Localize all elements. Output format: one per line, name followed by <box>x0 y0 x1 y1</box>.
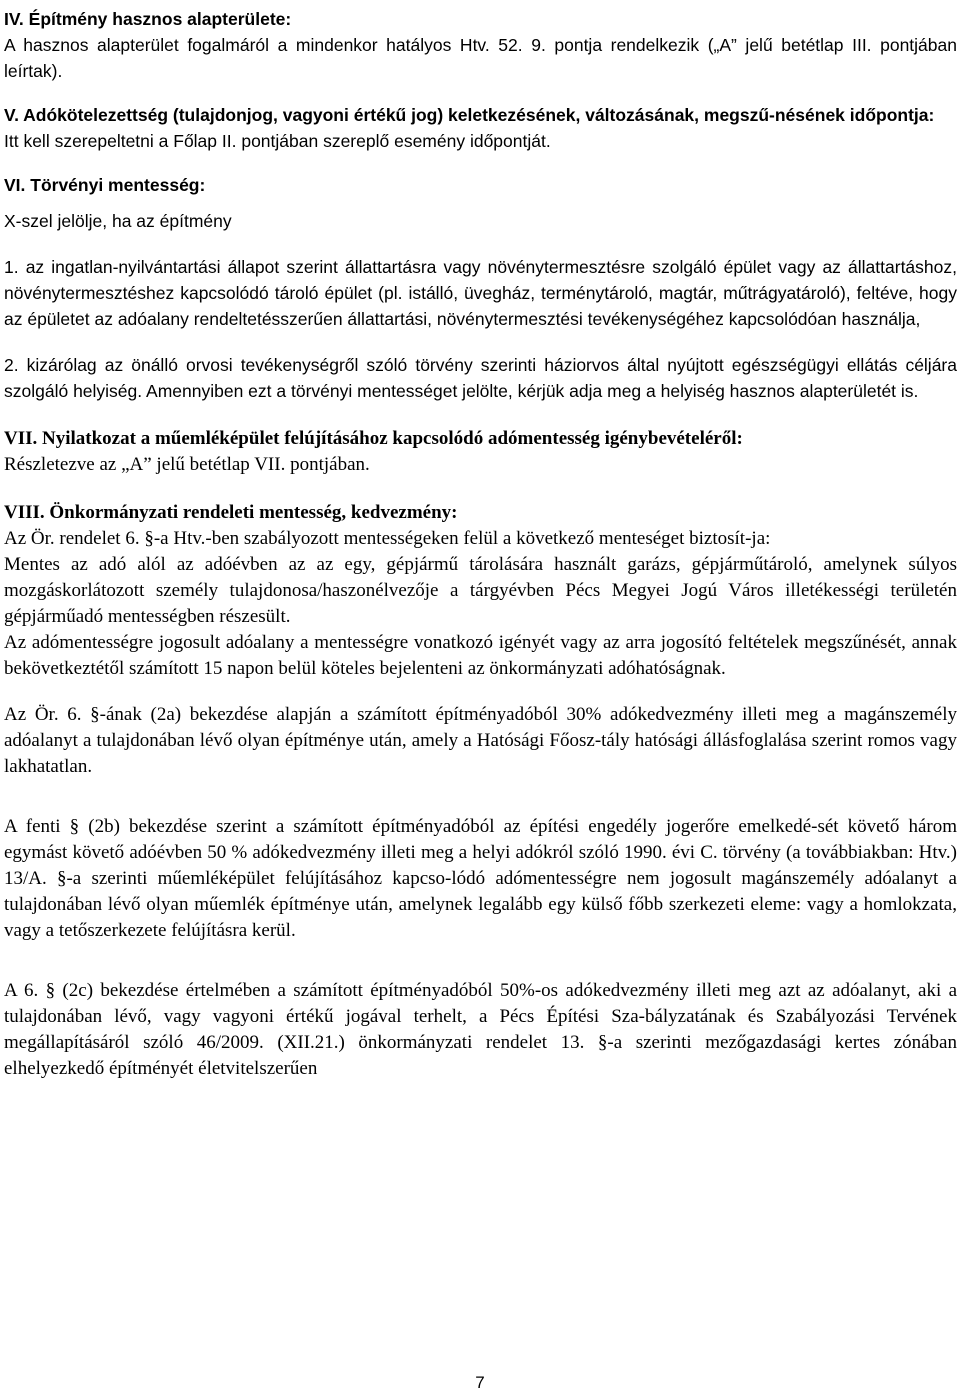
section-viii-paragraph-1: Az Ör. rendelet 6. §-a Htv.-ben szabályozott mentességeken felül a következő menteséget biztosít-ja: <box>4 528 771 549</box>
document-page <box>4 6 957 1082</box>
section-v-text: Itt kell szerepeltetni a Főlap II. pontjában szereplő esemény időpontját. <box>4 131 551 151</box>
section-vii <box>4 426 957 478</box>
section-vi-heading: VI. Törvényi mentesség: <box>4 175 206 195</box>
section-viii-paragraph-3: Az adómentességre jogosult adóalany a mentességre vonatkozó igényét vagy az arra jogosító feltételek megszűnését, annak bekövetkeztétől számított 15 napon belül köteles bejelenteni az önkormányzati adóhatóságnak. <box>4 632 957 679</box>
section-vi <box>4 172 957 404</box>
section-vi-intro: X-szel jelölje, ha az építmény <box>4 211 232 231</box>
section-vi-item-1: 1. az ingatlan-nyilvántartási állapot szerint állattartásra vagy növénytermesztésre szolgáló épület vagy az állattartáshoz, növénytermesztéshez kapcsolódó tároló épület (pl. istálló, üvegház, terménytároló, magtár, műtrágyatároló), feltéve, hogy az épületet az adóalany rendeltetésszerűen állattartási, növénytermesztési tevékenységéhez kapcsolódóan használja, <box>4 257 957 329</box>
section-v <box>4 102 957 154</box>
section-viii-paragraph-6: A 6. § (2c) bekezdése értelmében a számított építményadóból 50%-os adókedvezmény illeti meg azt az adóalanyt, aki a tulajdonában lévő, vagy vagyoni értékű jogával terhelt, a Pécs Építési Sza-bályzatának és Szabályozási Tervének megállapításáról szóló 46/2009. (XII.21.) önkormányzati rendelet 13. §-a szerinti mezőgazdasági kertes zónában elhelyezkedő építményét életvitelszerűen <box>4 980 957 1079</box>
page-number: 7 <box>475 1373 485 1392</box>
section-vi-item-2: 2. kizárólag az önálló orvosi tevékenységről szóló törvény szerinti háziorvos által nyújtott egészségügyi ellátás céljára szolgáló helyiség. Amennyiben ezt a törvényi mentességet jelölte, kérjük adja meg a helyiség hasznos alapterületét is. <box>4 355 957 401</box>
section-iv-text: A hasznos alapterület fogalmáról a mindenkor hatályos Htv. 52. 9. pontja rendelkezik („A” jelű betétlap III. pontjában leírtak). <box>4 35 957 81</box>
section-vii-heading: VII. Nyilatkozat a műemléképület felújításához kapcsolódó adómentesség igénybevételéről: <box>4 428 743 449</box>
section-iv <box>4 6 957 84</box>
section-v-heading: V. Adókötelezettség (tulajdonjog, vagyoni értékű jog) keletkezésének, változásának, megszű-nésének időpontja: <box>4 105 935 125</box>
section-viii-paragraph-4: Az Ör. 6. §-ának (2a) bekezdése alapján a számított építményadóból 30% adókedvezmény illeti meg a magánszemély adóalanyt a tulajdonában lévő olyan építménye után, amely a Hatósági Főosz-tály hatósági állásfoglalása szerint romos vagy lakhatatlan. <box>4 704 957 777</box>
section-iv-heading: IV. Építmény hasznos alapterülete: <box>4 9 292 29</box>
section-viii-paragraph-2: Mentes az adó alól az adóévben az az egy, gépjármű tárolására használt garázs, gépjárműtároló, amelynek súlyos mozgáskorlátozott személy tulajdonosa/haszonélvezője a tárgyévben Pécs Megyei Jogú Város illetékességi területén gépjárműadó mentességben részesült. <box>4 554 957 627</box>
section-vii-text: Részletezve az „A” jelű betétlap VII. pontjában. <box>4 454 370 475</box>
section-viii <box>4 500 957 1082</box>
section-viii-heading: VIII. Önkormányzati rendeleti mentesség, kedvezmény: <box>4 502 458 523</box>
section-viii-paragraph-5: A fenti § (2b) bekezdése szerint a számított építményadóból az építési engedély jogerőre emelkedé-sét követő három egymást követő adóévben 50 % adókedvezmény illeti meg a helyi adókról szóló 1990. évi C. törvény (a továbbiakban: Htv.) 13/A. §-a szerinti műemléképület felújításához kapcso-lódó adómentességre nem jogosult magánszemély adóalanyt a tulajdonában lévő olyan műemlék építménye után, amelynek legalább egy külső főbb szerkezeti eleme: vagy a homlokzata, vagy a tetőszerkezete felújításra kerül. <box>4 816 957 941</box>
